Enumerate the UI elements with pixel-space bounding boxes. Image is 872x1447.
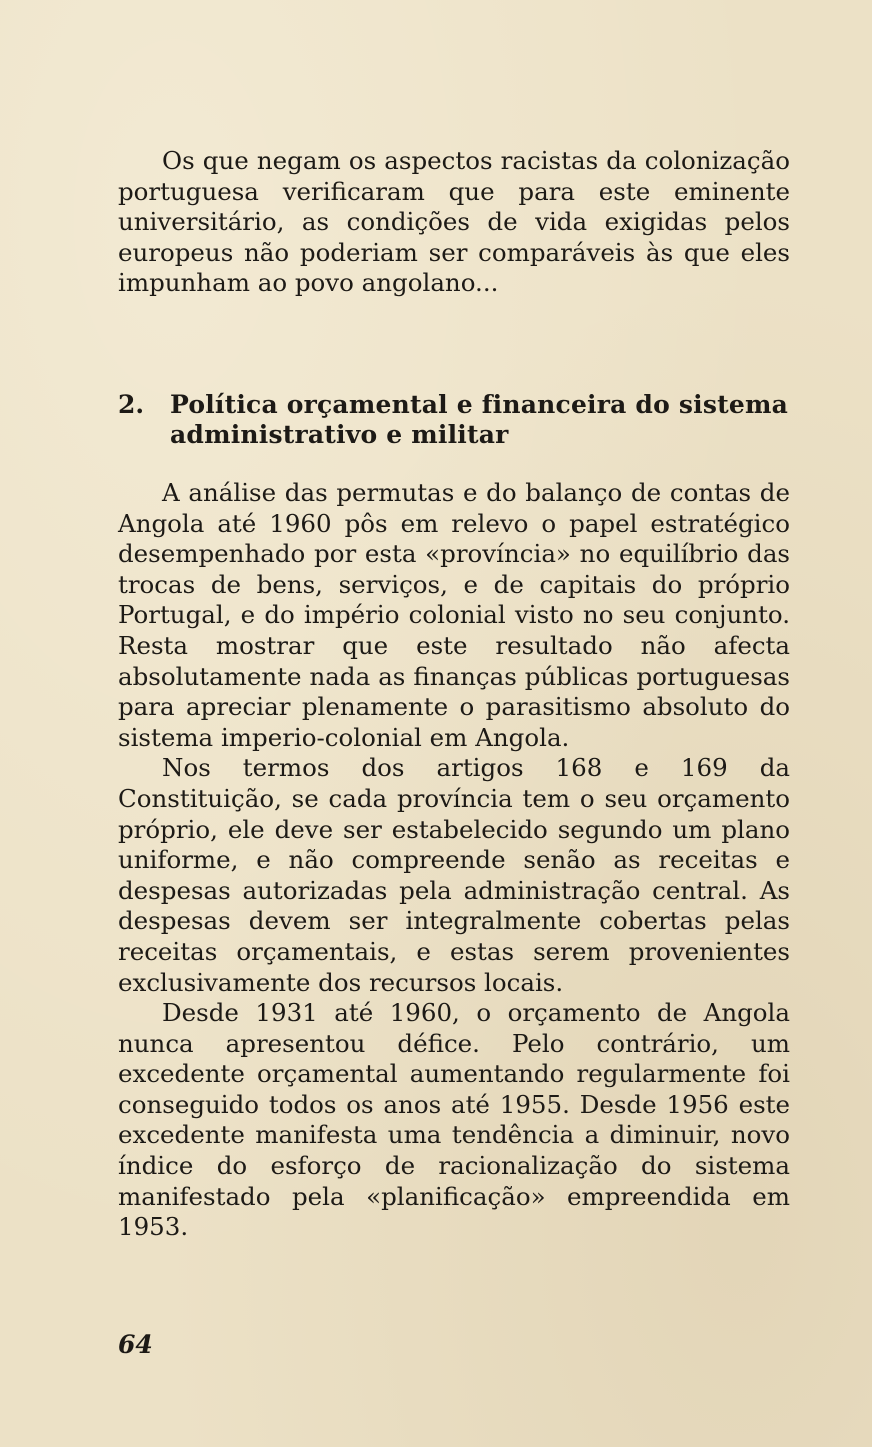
section-body: [118, 478, 790, 1243]
body-paragraph-3: Desde 1931 até 1960, o orçamento de Angola nunca apresentou défice. Pelo contrário, um excedente orçamental aumentando regularmente foi conseguido todos os anos até 1955. Desde 1956 este excedente manifesta uma tendência a diminuir, novo índice do esforço de racionalização do sistema manifestado pela «planificação» empreendida em 1953.: [118, 998, 790, 1242]
section-heading: [118, 390, 790, 450]
section-title: Política orçamental e financeira do sistema administrativo e militar: [170, 390, 789, 449]
intro-paragraph: Os que negam os aspectos racistas da colonização portuguesa verificaram que para este eminente universitário, as condições de vida exigidas pelos europeus não poderiam ser comparáveis às que eles impunham ao povo angolano...: [118, 146, 790, 298]
section-number: 2.: [118, 390, 145, 419]
page-number: 64: [118, 1330, 153, 1359]
body-paragraph-1: A análise das permutas e do balanço de contas de Angola até 1960 pôs em relevo o papel estratégico desempenhado por esta «província» no equilíbrio das trocas de bens, serviços, e de capitais do próprio Portugal, e do império colonial visto no seu conjunto. Resta mostrar que este resultado não afecta absolutamente nada as finanças públicas portuguesas para apreciar plenamente o parasitismo absoluto do sistema imperio-colonial em Angola.: [118, 478, 790, 752]
body-paragraph-2: Nos termos dos artigos 168 e 169 da Constituição, se cada província tem o seu orçamento próprio, ele deve ser estabelecido segundo um plano uniforme, e não compreende senão as receitas e despesas autorizadas pela administração central. As despesas devem ser integralmente cobertas pelas receitas orçamentais, e estas serem provenientes exclusivamente dos recursos locais.: [118, 753, 790, 997]
